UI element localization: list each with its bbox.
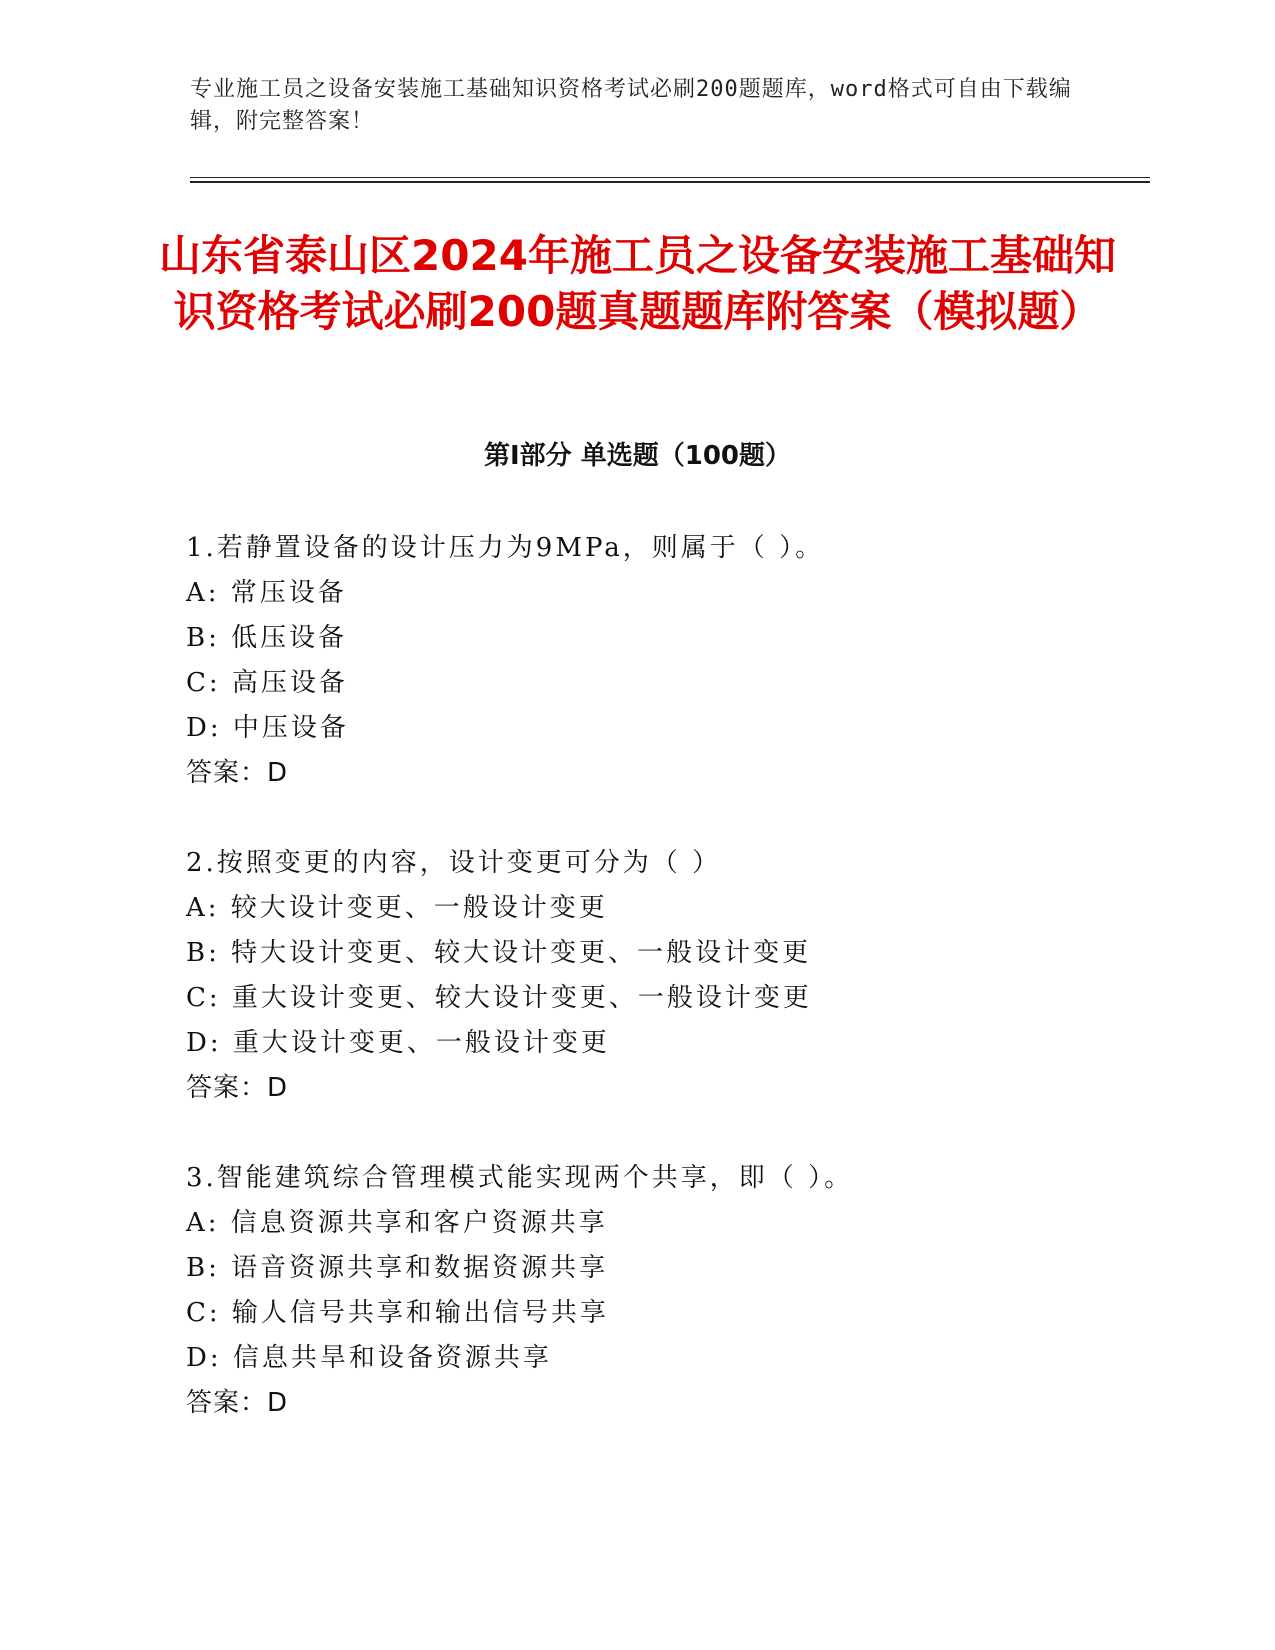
answer: 答案：D [186,758,289,788]
option-c: C: 重大设计变更、较大设计变更、一般设计变更 [186,983,812,1013]
option-a: A: 常压设备 [186,578,347,608]
question-3 [186,1156,1146,1426]
option-a: A: 信息资源共享和客户资源共享 [186,1208,608,1238]
option-b: B: 特大设计变更、较大设计变更、一般设计变更 [186,938,812,968]
question-stem: 3.智能建筑综合管理模式能实现两个共享，即（ ）。 [186,1163,854,1193]
header-rule-thick [190,181,1150,183]
question-stem: 2.按照变更的内容，设计变更可分为（ ） [186,848,722,878]
header-note: 专业施工员之设备安装施工基础知识资格考试必刷200题题库，word格式可自由下载编辑，附完整答案！ [190,77,1072,134]
option-a: A: 较大设计变更、一般设计变更 [186,893,608,923]
answer: 答案：D [186,1388,289,1418]
option-b: B: 语音资源共享和数据资源共享 [186,1253,609,1283]
question-2 [186,841,1146,1111]
option-d: D: 中压设备 [186,713,349,743]
question-1 [186,526,1146,796]
document-title: 山东省泰山区2024年施工员之设备安装施工基础知识资格考试必刷200题真题题库附答案（模拟题） [159,231,1116,336]
question-stem: 1.若静置设备的设计压力为9MPa，则属于（ ）。 [186,533,825,563]
option-b: B: 低压设备 [186,623,348,653]
option-d: D: 信息共旱和设备资源共享 [186,1343,552,1373]
option-d: D: 重大设计变更、一般设计变更 [186,1028,610,1058]
section-heading: 第Ⅰ部分 单选题（100题） [484,441,791,471]
option-c: C: 输人信号共享和输出信号共享 [186,1298,609,1328]
header-rule-thin [190,177,1150,178]
answer: 答案：D [186,1073,289,1103]
option-c: C: 高压设备 [186,668,348,698]
question-list [186,526,1146,1471]
